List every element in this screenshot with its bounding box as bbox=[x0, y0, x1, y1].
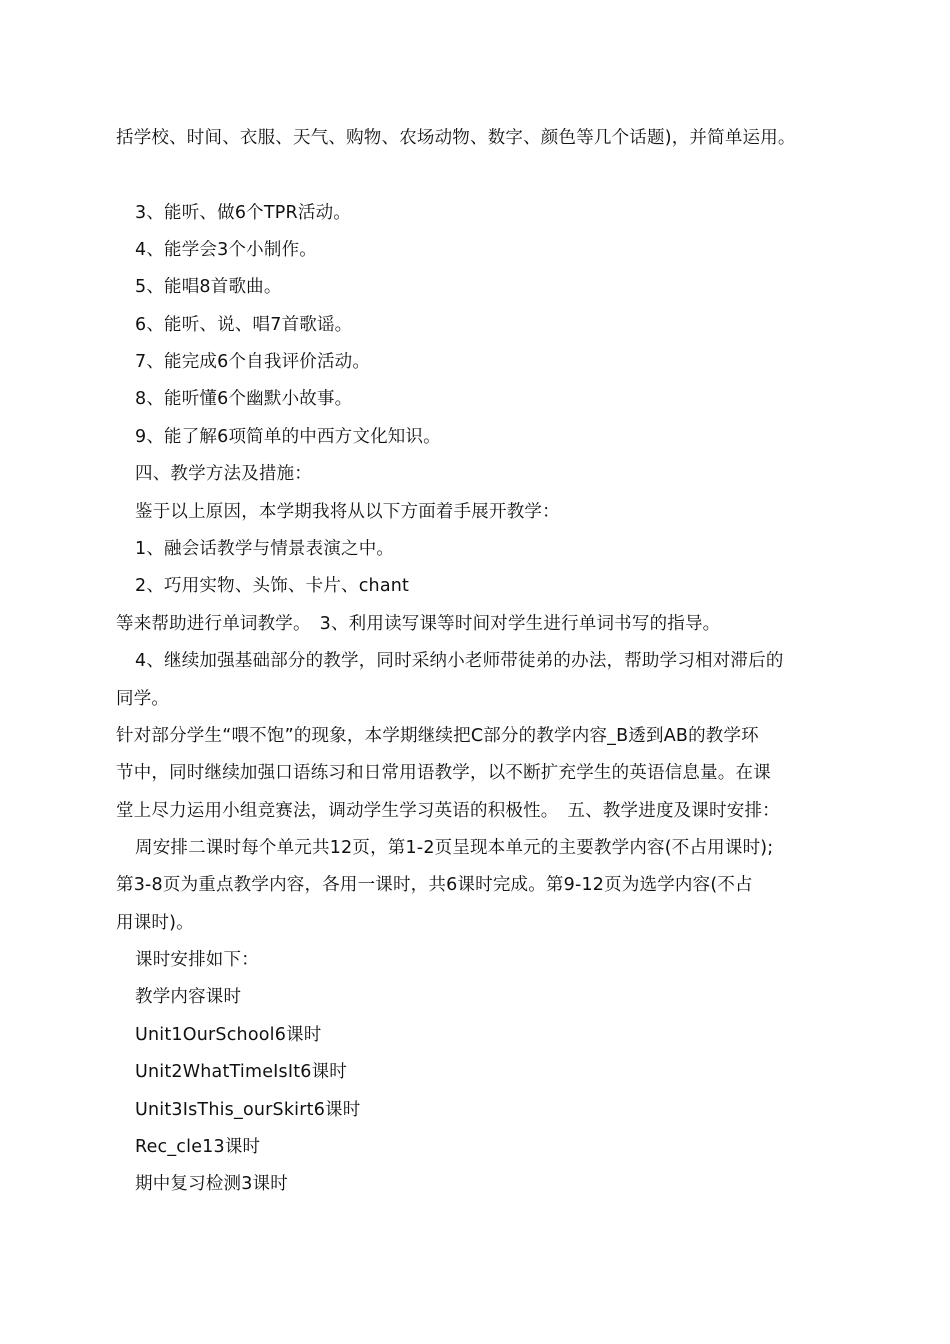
paragraph-line: 课时安排如下： bbox=[135, 950, 259, 970]
list-item: 6、能听、说、唱7首歌谣。 bbox=[135, 315, 353, 335]
paragraph-line: 第3-8页为重点教学内容，各用一课时，共6课时完成。第9-12页为选学内容(不占 bbox=[116, 875, 753, 895]
paragraph-line: 针对部分学生“喂不饱”的现象，本学期继续把C部分的教学内容_B透到AB的教学环 bbox=[116, 726, 759, 746]
schedule-row: Unit2WhatTimeIsIt6课时 bbox=[135, 1062, 348, 1082]
schedule-row: 期中复习检测3课时 bbox=[135, 1174, 288, 1194]
schedule-row: Unit1OurSchool6课时 bbox=[135, 1025, 322, 1045]
schedule-row: Unit3IsThis_ourSkirt6课时 bbox=[135, 1100, 361, 1120]
list-item: 2、巧用实物、头饰、卡片、chant bbox=[135, 576, 410, 596]
list-item: 8、能听懂6个幽默小故事。 bbox=[135, 389, 353, 409]
list-item: 1、融会话教学与情景表演之中。 bbox=[135, 539, 395, 559]
paragraph-line: 鉴于以上原因，本学期我将从以下方面着手展开教学： bbox=[135, 502, 560, 522]
list-item: 4、继续加强基础部分的教学，同时采纳小老师带徒弟的办法，帮助学习相对滞后的 bbox=[135, 651, 784, 671]
section-heading: 四、教学方法及措施： bbox=[135, 464, 312, 484]
list-item: 7、能完成6个自我评价活动。 bbox=[135, 352, 371, 372]
list-item: 5、能唱8首歌曲。 bbox=[135, 277, 282, 297]
list-item: 9、能了解6项简单的中西方文化知识。 bbox=[135, 427, 441, 447]
schedule-header: 教学内容课时 bbox=[135, 987, 242, 1007]
schedule-row: Rec_cle13课时 bbox=[135, 1137, 261, 1157]
paragraph-line: 括学校、时间、衣服、天气、购物、农场动物、数字、颜色等几个话题)，并简单运用。 bbox=[116, 128, 796, 148]
paragraph-line: 节中，同时继续加强口语练习和日常用语教学，以不断扩充学生的英语信息量。在课 bbox=[116, 763, 771, 783]
paragraph-line: 堂上尽力运用小组竞赛法，调动学生学习英语的积极性。 五、教学进度及课时安排： bbox=[116, 801, 780, 821]
paragraph-line: 用课时)。 bbox=[116, 913, 194, 933]
list-item: 3、能听、做6个TPR活动。 bbox=[135, 203, 351, 223]
list-item: 4、能学会3个小制作。 bbox=[135, 240, 317, 260]
paragraph-line: 周安排二课时每个单元共12页，第1-2页呈现本单元的主要教学内容(不占用课时); bbox=[135, 838, 774, 858]
paragraph-line: 等来帮助进行单词教学。 3、利用读写课等时间对学生进行单词书写的指导。 bbox=[116, 614, 721, 634]
paragraph-line: 同学。 bbox=[116, 689, 170, 709]
